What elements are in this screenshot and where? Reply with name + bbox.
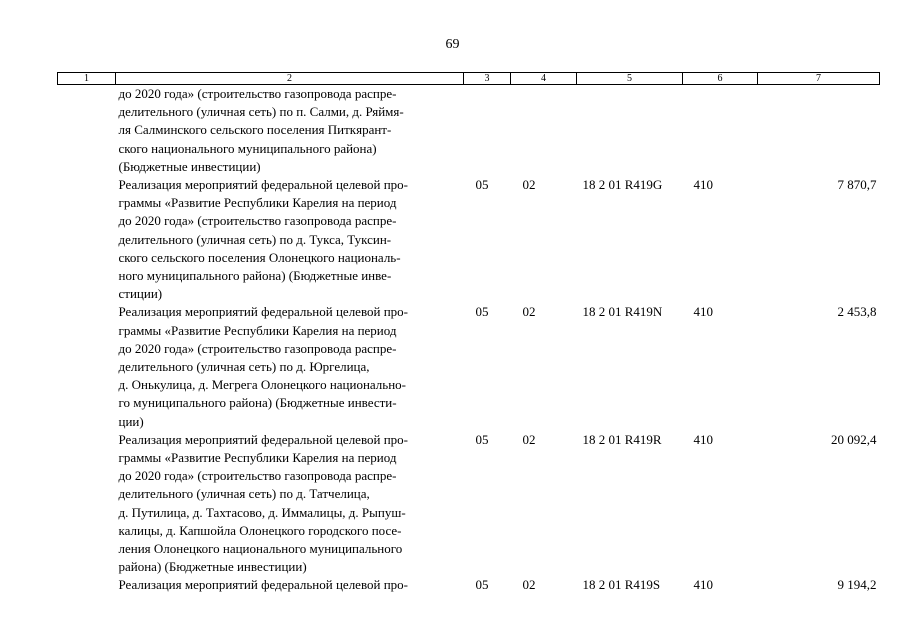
amount-value <box>758 85 880 177</box>
column-header-6: 6 <box>683 73 758 85</box>
description-line: Реализация мероприятий федеральной целевой про- <box>118 577 408 593</box>
description-line: Реализация мероприятий федеральной целевой про- <box>118 304 408 320</box>
expense-kind-code: 410 <box>693 304 713 320</box>
subsection-code: 02 <box>522 577 536 593</box>
description-line: ля Салминского сельского поселения Питкярант- <box>118 122 392 138</box>
description-line: ции) <box>118 413 144 429</box>
row-description <box>116 85 464 177</box>
description-line: делительного (уличная сеть) по п. Салми, д. Ряймя- <box>118 104 404 120</box>
expense-kind-code <box>683 85 758 177</box>
row-description <box>116 576 464 594</box>
budget-table <box>57 72 880 595</box>
section-code: 05 <box>475 177 489 193</box>
row-number-cell <box>58 576 116 594</box>
description-line: ного муниципального района) (Бюджетные инве- <box>118 268 392 284</box>
subsection-code: 02 <box>522 304 536 320</box>
section-code: 05 <box>475 304 489 320</box>
column-header-2: 2 <box>116 73 464 85</box>
description-line: граммы «Развитие Республики Карелия на период <box>118 322 397 338</box>
table-row <box>58 576 880 594</box>
row-number-cell <box>58 431 116 577</box>
description-line: д. Путилица, д. Тахтасово, д. Иммалицы, д. Рыпуш- <box>118 504 406 520</box>
amount-value: 2 453,8 <box>837 304 877 320</box>
amount-value: 9 194,2 <box>837 577 877 593</box>
description-line: до 2020 года» (строительство газопровода распре- <box>118 468 397 484</box>
amount-value: 7 870,7 <box>837 177 877 193</box>
expense-kind-code: 410 <box>693 431 713 447</box>
description-line: делительного (уличная сеть) по д. Юргелица, <box>118 359 370 375</box>
target-article-code <box>577 85 683 177</box>
description-line: граммы «Развитие Республики Карелия на период <box>118 450 397 466</box>
description-line: стиции) <box>118 286 163 302</box>
table-row <box>58 303 880 430</box>
table-row <box>58 431 880 577</box>
description-line: Реализация мероприятий федеральной целевой про- <box>118 177 408 193</box>
description-line: делительного (уличная сеть) по д. Тукса, Туксин- <box>118 231 392 247</box>
description-line: ского сельского поселения Олонецкого националь- <box>118 249 401 265</box>
row-number-cell <box>58 85 116 177</box>
description-line: делительного (уличная сеть) по д. Татчелица, <box>118 486 370 502</box>
table-row <box>58 176 880 303</box>
description-line: (Бюджетные инвестиции) <box>118 158 261 174</box>
description-line: до 2020 года» (строительство газопровода распре- <box>118 340 397 356</box>
target-article-code: 18 2 01 R419G <box>582 177 663 193</box>
table-row <box>58 85 880 177</box>
column-header-4: 4 <box>511 73 577 85</box>
target-article-code: 18 2 01 R419S <box>582 577 661 593</box>
column-header-1: 1 <box>58 73 116 85</box>
row-description <box>116 431 464 577</box>
table-body <box>58 85 880 595</box>
table-header <box>58 73 880 85</box>
section-code: 05 <box>475 431 489 447</box>
subsection-code: 02 <box>522 177 536 193</box>
column-header-7: 7 <box>758 73 880 85</box>
row-description <box>116 303 464 430</box>
description-line: до 2020 года» (строительство газопровода распре- <box>118 86 397 101</box>
subsection-code <box>511 85 577 177</box>
description-line: района) (Бюджетные инвестиции) <box>118 559 307 575</box>
row-number-cell <box>58 303 116 430</box>
section-code <box>464 85 511 177</box>
page-number: 69 <box>445 37 460 52</box>
row-number-cell <box>58 176 116 303</box>
description-line: граммы «Развитие Республики Карелия на период <box>118 195 397 211</box>
description-line: Реализация мероприятий федеральной целевой про- <box>118 431 408 447</box>
subsection-code: 02 <box>522 431 536 447</box>
amount-value: 20 092,4 <box>831 431 877 447</box>
target-article-code: 18 2 01 R419R <box>582 431 662 447</box>
column-header-5: 5 <box>577 73 683 85</box>
expense-kind-code: 410 <box>693 177 713 193</box>
description-line: ского национального муниципального района) <box>118 140 377 156</box>
description-line: калицы, д. Капшойла Олонецкого городского посе- <box>118 522 402 538</box>
target-article-code: 18 2 01 R419N <box>582 304 663 320</box>
description-line: го муниципального района) (Бюджетные инвести- <box>118 395 397 411</box>
expense-kind-code: 410 <box>693 577 713 593</box>
row-description <box>116 176 464 303</box>
description-line: д. Онькулица, д. Мегрега Олонецкого национально- <box>118 377 407 393</box>
section-code: 05 <box>475 577 489 593</box>
column-header-3: 3 <box>464 73 511 85</box>
description-line: до 2020 года» (строительство газопровода распре- <box>118 213 397 229</box>
description-line: ления Олонецкого национального муниципального <box>118 541 403 557</box>
